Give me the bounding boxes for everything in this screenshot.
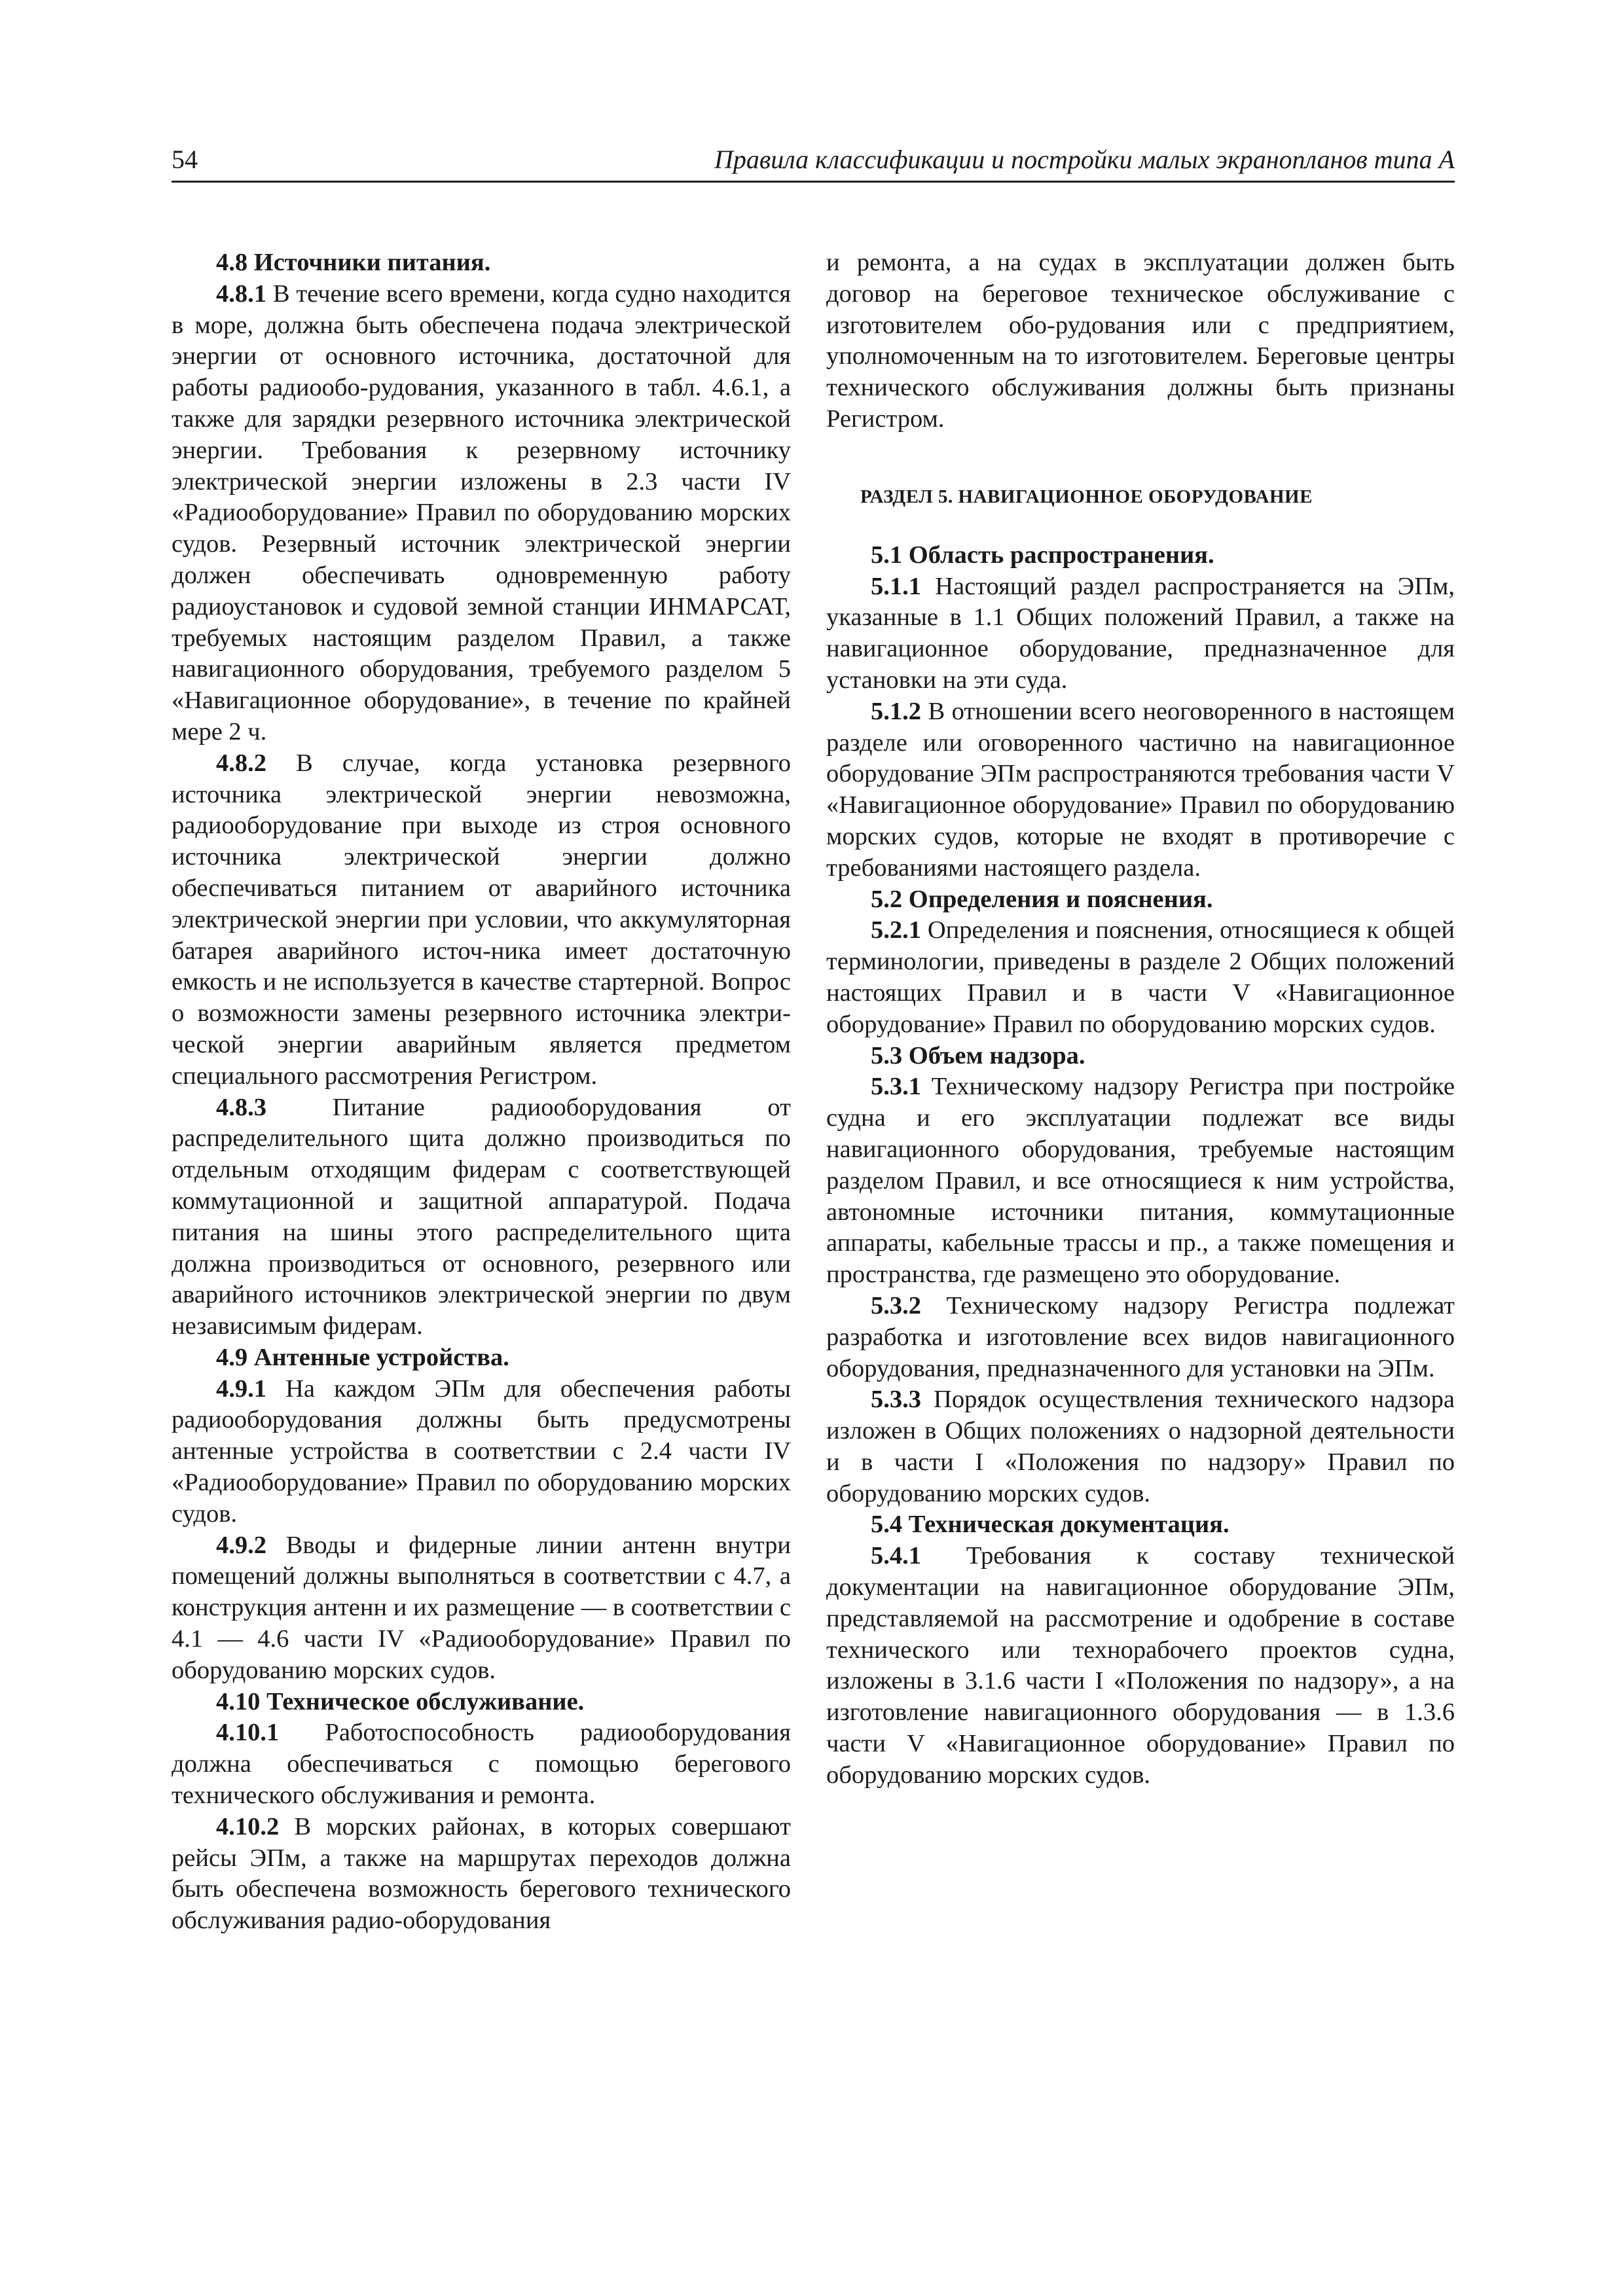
running-title: Правила классификации и постройки малых экранопланов типа А bbox=[714, 145, 1455, 174]
paragraph-4-10-1 bbox=[172, 1717, 791, 1811]
clause-number: 5.4.1 bbox=[871, 1542, 921, 1570]
paragraph-5-4-1 bbox=[826, 1541, 1455, 1791]
clause-number: 4.10.1 bbox=[216, 1719, 280, 1747]
paragraph-4-8-1 bbox=[172, 279, 791, 748]
paragraph-4-9-1 bbox=[172, 1374, 791, 1530]
page-header bbox=[172, 143, 1455, 183]
clause-text: В морских районах, в которых совершают рейсы ЭПм, а также на маршрутах переходов должна быть обеспечена возможность берегового технического обслуживания радио-оборудования bbox=[172, 1812, 791, 1935]
clause-text: В случае, когда установка резервного источника электрической энергии невозможна, радиооборудование при выходе из строя основного источника электрической энергии должно обеспечиваться питанием от аварийного источника электрической энергии при условии, что аккумуляторная батарея аварийного источ-ника имеет достаточную емкость и не используется в качестве стартерной. Вопрос о возможности замены резервного источника электри-ческой энергии аварийным является предметом специального рассмотрения Регистром. bbox=[172, 749, 791, 1090]
clause-number: 4.9.2 bbox=[216, 1531, 266, 1559]
clause-number: 4.8.2 bbox=[216, 749, 266, 777]
paragraph-5-1-2 bbox=[826, 696, 1455, 884]
clause-number: 5.3.1 bbox=[871, 1073, 921, 1101]
clause-number: 4.9.1 bbox=[216, 1374, 266, 1403]
heading-4-9: 4.9 Антенные устройства. bbox=[216, 1343, 509, 1371]
clause-number: 4.10.2 bbox=[216, 1812, 280, 1840]
clause-text: Питание радиооборудования от распределительного щита должно производиться по отдельным отходящим фидерам с соответствующей коммутационной и защитной аппаратурой. Подача питания на шины этого распределительного щита должна производиться от основного, резервного или аварийного источников электрической энергии по двум независимым фидерам. bbox=[172, 1093, 791, 1340]
clause-text: Техническому надзору Регистра подлежат разработка и изготовление всех видов навигационного оборудования, предназначенного для установки на ЭПм. bbox=[826, 1291, 1455, 1382]
heading-5-3: 5.3 Объем надзора. bbox=[871, 1041, 1085, 1069]
clause-number: 5.2.1 bbox=[871, 916, 921, 944]
paragraph-4-9-2 bbox=[172, 1530, 791, 1687]
clause-text: В отношении всего неоговоренного в настоящем разделе или оговоренного частично на навигационное оборудование ЭПм распространяются требования части V «Навигационное оборудование» Правил по оборудованию морских судов, которые не входят в противоречие с требованиями настоящего раздела. bbox=[826, 697, 1455, 882]
page-number: 54 bbox=[172, 145, 198, 174]
clause-text: Техническому надзору Регистра при постройке судна и его эксплуатации подлежат все виды навигационного оборудования, требуемые настоящим разделом Правил, и все относящиеся к ним устройства, автономные источники питания, коммутационные аппараты, кабельные трассы и пр., а также помещения и пространства, где размещено это оборудование. bbox=[826, 1073, 1455, 1289]
clause-number: 5.1.2 bbox=[871, 697, 921, 725]
clause-number: 5.1.1 bbox=[871, 572, 921, 600]
clause-text: Настоящий раздел распространяется на ЭПм, указанные в 1.1 Общих положений Правил, а также на навигационное оборудование, предназначенное для установки на эти суда. bbox=[826, 572, 1455, 694]
left-column bbox=[172, 247, 791, 1937]
paragraph-4-10-2-continued: и ремонта, а на судах в эксплуатации должен быть договор на береговое техническое обслуживание с изготовителем обо-рудования или с предприятием, уполномоченным на то изготовителем. Береговые центры технического обслуживания должны быть признаны Регистром. bbox=[826, 249, 1455, 433]
clause-text: Определения и пояснения, относящиеся к общей терминологии, приведены в разделе 2 Общих положений настоящих Правил и в части V «Навигационное оборудование» Правил по оборудованию морских судов. bbox=[826, 916, 1455, 1038]
paragraph-5-3-3 bbox=[826, 1384, 1455, 1509]
clause-number: 4.8.1 bbox=[216, 279, 266, 308]
paragraph-4-8-2 bbox=[172, 748, 791, 1092]
paragraph-5-2-1 bbox=[826, 915, 1455, 1040]
paragraph-4-10-2 bbox=[172, 1812, 791, 1937]
heading-4-8: 4.8 Источники питания. bbox=[216, 249, 491, 276]
clause-text: На каждом ЭПм для обеспечения работы радиооборудования должны быть предусмотрены антенные устройства в соответствии с 2.4 части IV «Радиооборудование» Правил по оборудованию морских судов. bbox=[172, 1374, 791, 1528]
paragraph-4-8-3 bbox=[172, 1092, 791, 1342]
clause-text: Требования к составу технической документации на навигационное оборудование ЭПм, представляемой на рассмотрение и одобрение в составе технического или технорабочего проектов судна, изложены в 3.1.6 части I «Положения по надзору», а на изготовление навигационного оборудования — в 1.3.6 части V «Навигационное оборудование» Правил по оборудованию морских судов. bbox=[826, 1542, 1455, 1789]
clause-number: 4.8.3 bbox=[216, 1093, 266, 1121]
clause-text: Работоспособность радиооборудования должна обеспечиваться с помощью берегового технического обслуживания и ремонта. bbox=[172, 1719, 791, 1810]
heading-5-2: 5.2 Определения и пояснения. bbox=[871, 885, 1213, 913]
section-5-title: РАЗДЕЛ 5. НАВИГАЦИОННОЕ ОБОРУДОВАНИЕ bbox=[860, 486, 1313, 507]
clause-number: 5.3.2 bbox=[871, 1291, 921, 1319]
heading-5-4: 5.4 Техническая документация. bbox=[871, 1511, 1230, 1539]
heading-4-10: 4.10 Техническое обслуживание. bbox=[216, 1687, 585, 1715]
clause-text: Порядок осуществления технического надзора изложен в Общих положениях о надзорной деятельности и в части I «Положения по надзору» Правил по оборудованию морских судов. bbox=[826, 1386, 1455, 1507]
paragraph-5-3-1 bbox=[826, 1071, 1455, 1291]
clause-text: В течение всего времени, когда судно находится в море, должна быть обеспечена подача электрической энергии от основного источника, достаточной для работы радиообо-рудования, указанного в табл. 4.6.1, а также для зарядки резервного источника электрической энергии. Требования к резервному источнику электрической энергии изложены в 2.3 части IV «Радиооборудование» Правил по оборудованию морских судов. Резервный источник электрической энергии должен обеспечивать одновременную работу радиоустановок и судовой земной станции ИНМАРСАТ, требуемых настоящим разделом Правил, а также навигационного оборудования, требуемого разделом 5 «Навигационное оборудование», в течение по крайней мере 2 ч. bbox=[172, 279, 791, 745]
clause-text: Вводы и фидерные линии антенн внутри помещений должны выполняться в соответствии с 4.7, а конструкция антенн и их размещение — в соответствии с 4.1 — 4.6 части IV «Радиооборудование» Правил по оборудованию морских судов. bbox=[172, 1531, 791, 1684]
heading-5-1: 5.1 Область распространения. bbox=[871, 541, 1214, 569]
right-column bbox=[826, 247, 1455, 1791]
paragraph-5-1-1 bbox=[826, 571, 1455, 696]
clause-number: 5.3.3 bbox=[871, 1386, 921, 1414]
paragraph-5-3-2 bbox=[826, 1291, 1455, 1384]
